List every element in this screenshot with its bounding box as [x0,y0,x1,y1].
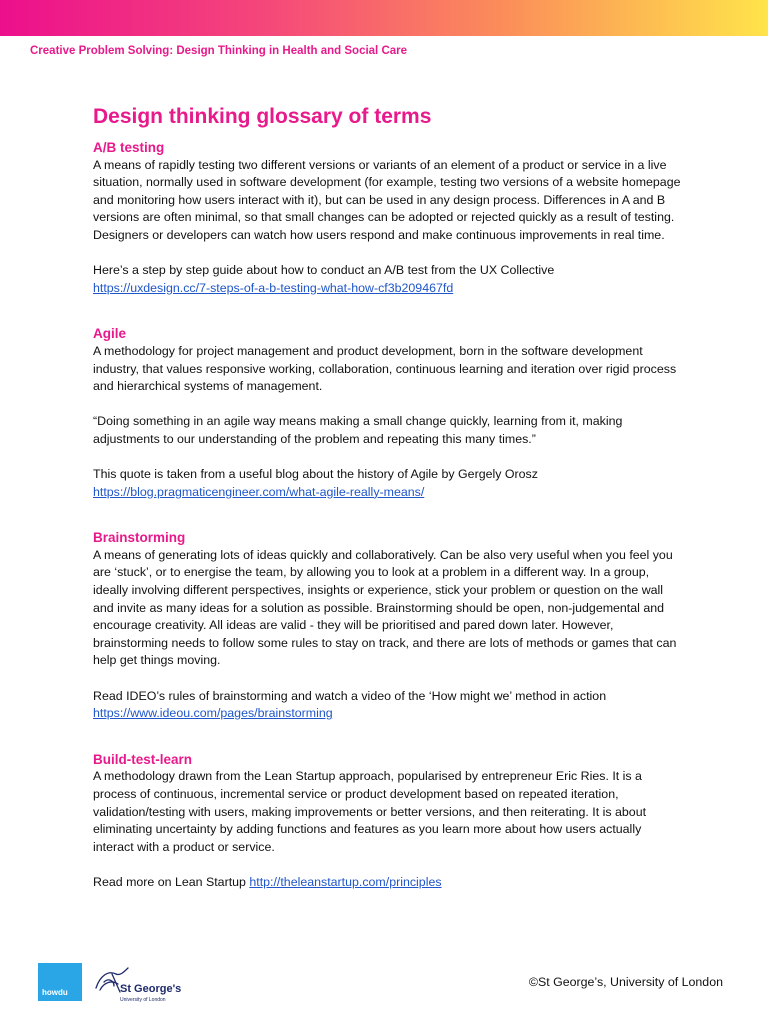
resource-link[interactable]: http://theleanstartup.com/principles [249,874,442,889]
resource-link[interactable]: https://uxdesign.cc/7-steps-of-a-b-testing-what-how-cf3b209467fd [93,280,454,295]
glossary-entry-agile [93,325,683,501]
howdu-logo: howdu [38,963,82,1001]
resource-text: Read more on Lean Startup [93,874,246,889]
glossary-entry-brainstorming [93,529,683,723]
term-heading: Agile [93,326,127,342]
course-title-header: Creative Problem Solving: Design Thinking in Health and Social Care [30,45,408,57]
resource-text: Read IDEO’s rules of brainstorming and watch a video of the ‘How might we’ method in action [93,688,607,703]
resource-text: This quote is taken from a useful blog about the history of Agile by Gergely Orosz [93,467,538,482]
term-definition: A methodology for project management and product development, born in the software development industry, that values responsive working, collaboration, continuous learning and iteration over rigid process and hierarchical systems of management. [93,343,677,394]
glossary-content [93,103,683,892]
term-definition: A means of rapidly testing two different versions or variants of an element of a product or service in a live situation, normally used in software development (for example, testing two versions of a website homepage and monitoring how users interact with it), but can be used in any design process. Differences in A and B versions are often minimal, so that small changes can be adopted or rejected quickly as a result of testing. Designers or developers can watch how users respond and make continuous improvements in real time. [93,157,681,242]
glossary-entry-ab-testing [93,139,683,297]
resource-text: Here’s a step by step guide about how to conduct an A/B test from the UX Collective [93,263,555,278]
page-title: Design thinking glossary of terms [93,105,432,128]
term-definition: A means of generating lots of ideas quickly and collaboratively. Can be also very useful when you feel you are ‘stuck’, or to energise the team, by allowing you to look at a problem in a different way. In a group, ideally involving different perspectives, insights or experience, stick your problem or question on the wall and invite as many ideas for a solution as possible. Brainstorming should be open, non-judgemental and encourage creativity. All ideas are valid - they will be prioritised and pared down later. However, brainstorming needs to follow some rules to stay on track, and there are lots of methods or games that can help get things moving. [93,547,677,668]
term-definition: A methodology drawn from the Lean Startup approach, popularised by entrepreneur Eric Ries. It is a process of continuous, incremental service or product development based on repeated iteration, validation/testing with users, making improvements or better versions, and then reiterating. It is about eliminating uncertainty by adding functions and features as you learn more about how users actually interact with a product or service. [93,769,647,854]
term-heading: Build-test-learn [93,751,193,767]
copyright-footer: ©St George’s, University of London [528,975,723,989]
glossary-entry-build-test-learn [93,751,683,892]
term-quote: “Doing something in an agile way means making a small change quickly, learning from it, making adjustments to our understanding of the problem and repeating this many times.” [93,414,623,446]
st-georges-logo [90,962,182,1006]
resource-link[interactable]: https://blog.pragmaticengineer.com/what-agile-really-means/ [93,484,425,499]
term-heading: Brainstorming [93,530,186,546]
resource-link[interactable]: https://www.ideou.com/pages/brainstorming [93,706,333,721]
top-gradient-bar [0,0,768,36]
st-georges-logo-subtext: University of London [120,997,166,1003]
st-georges-logo-text: St George's [120,983,182,995]
resource-line [93,874,683,892]
term-heading: A/B testing [93,140,165,155]
